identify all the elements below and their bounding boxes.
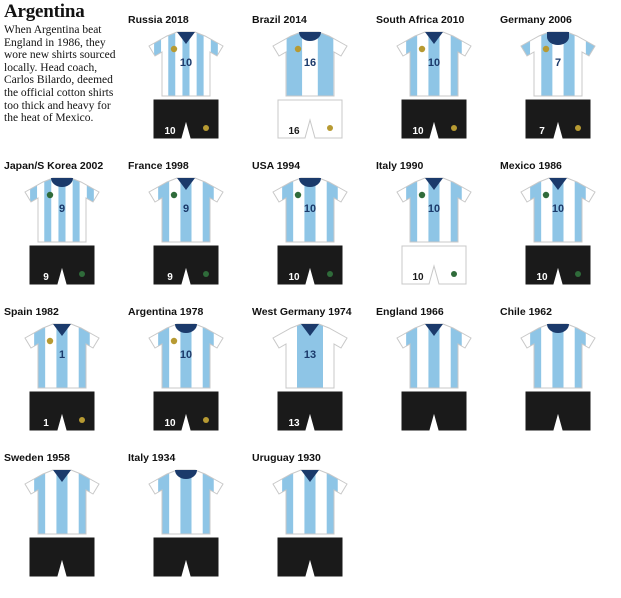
kit-title: Russia 2018	[128, 14, 189, 26]
kit-cell-chile-1962	[496, 306, 620, 452]
svg-text:7: 7	[554, 57, 562, 69]
kit-cell-sweden-1958	[0, 452, 124, 598]
kit-cell-brazil-2014	[248, 14, 372, 160]
kit-title: Germany 2006	[500, 14, 572, 26]
svg-text:10: 10	[536, 272, 548, 283]
kit-illustration	[0, 320, 124, 448]
svg-text:13: 13	[303, 349, 317, 361]
shorts-icon	[30, 246, 94, 286]
svg-text:1: 1	[43, 418, 49, 429]
svg-text:10: 10	[412, 126, 424, 137]
kit-title: Japan/S Korea 2002	[4, 160, 104, 172]
kit-cell-japan-skorea-2002	[0, 160, 124, 306]
shorts-icon	[154, 246, 218, 286]
svg-text:10: 10	[551, 203, 565, 215]
shirt-icon	[271, 324, 349, 388]
svg-text:16: 16	[288, 126, 300, 137]
kit-title: Mexico 1986	[500, 160, 562, 172]
kit-title: Sweden 1958	[4, 452, 70, 464]
shirt-icon	[395, 178, 473, 242]
kit-cell-uruguay-1930	[248, 452, 372, 598]
kit-illustration	[248, 466, 372, 594]
kit-cell-russia-2018	[124, 14, 248, 160]
shirt-icon	[23, 324, 101, 388]
kit-cell-west-germany-1974	[248, 306, 372, 452]
kit-illustration	[124, 174, 248, 302]
svg-text:9: 9	[43, 272, 49, 283]
kit-title: Brazil 2014	[252, 14, 307, 26]
kit-illustration	[372, 28, 496, 156]
svg-text:10: 10	[164, 418, 176, 429]
shorts-icon	[278, 100, 342, 140]
kit-cell-argentina-1978	[124, 306, 248, 452]
shirt-icon	[147, 32, 225, 96]
shorts-icon	[278, 392, 342, 432]
kit-cell-italy-1990	[372, 160, 496, 306]
shirt-icon	[271, 178, 349, 242]
svg-text:7: 7	[539, 126, 545, 137]
svg-text:16: 16	[303, 57, 317, 69]
shorts-icon	[526, 392, 590, 432]
shirt-icon	[147, 324, 225, 388]
shorts-icon	[402, 392, 466, 432]
kit-title: Italy 1934	[128, 452, 176, 464]
kit-cell-france-1998	[124, 160, 248, 306]
shorts-icon	[30, 538, 94, 578]
shorts-icon	[154, 100, 218, 140]
kit-cell-germany-2006	[496, 14, 620, 160]
kit-illustration	[496, 320, 620, 448]
kit-cell-mexico-1986	[496, 160, 620, 306]
kit-title: USA 1994	[252, 160, 301, 172]
svg-text:10: 10	[427, 203, 441, 215]
page-title: Argentina	[4, 1, 85, 22]
shorts-icon	[526, 100, 590, 140]
shirt-icon	[395, 324, 473, 388]
kit-illustration	[496, 174, 620, 302]
kit-title: Argentina 1978	[128, 306, 204, 318]
shirt-icon	[519, 178, 597, 242]
shorts-icon	[30, 392, 94, 432]
shirt-icon	[147, 178, 225, 242]
kit-illustration	[124, 466, 248, 594]
kit-cell-spain-1982	[0, 306, 124, 452]
kit-title: England 1966	[376, 306, 444, 318]
shorts-icon	[278, 538, 342, 578]
kit-illustration	[124, 28, 248, 156]
kit-illustration	[248, 28, 372, 156]
shorts-icon	[154, 392, 218, 432]
shorts-icon	[278, 246, 342, 286]
kit-cell-england-1966	[372, 306, 496, 452]
shirt-icon	[271, 32, 349, 96]
svg-text:10: 10	[179, 349, 193, 361]
shorts-icon	[154, 538, 218, 578]
shirt-icon	[395, 32, 473, 96]
svg-text:10: 10	[427, 57, 441, 69]
shirt-icon	[271, 470, 349, 534]
kit-illustration	[124, 320, 248, 448]
svg-text:13: 13	[288, 418, 300, 429]
shorts-icon	[402, 246, 466, 286]
svg-text:9: 9	[182, 203, 190, 215]
kit-cell-italy-1934	[124, 452, 248, 598]
kit-title: West Germany 1974	[252, 306, 352, 318]
svg-text:9: 9	[167, 272, 173, 283]
kit-title: Uruguay 1930	[252, 452, 321, 464]
kit-title: France 1998	[128, 160, 189, 172]
svg-text:10: 10	[303, 203, 317, 215]
svg-text:10: 10	[179, 57, 193, 69]
shirt-icon	[519, 32, 597, 96]
kit-illustration	[0, 174, 124, 302]
shirt-icon	[519, 324, 597, 388]
kit-illustration	[248, 320, 372, 448]
svg-text:9: 9	[58, 203, 66, 215]
kit-illustration	[0, 466, 124, 594]
shirt-icon	[23, 470, 101, 534]
kit-title: Italy 1990	[376, 160, 424, 172]
svg-text:10: 10	[164, 126, 176, 137]
svg-text:10: 10	[288, 272, 300, 283]
shirt-icon	[147, 470, 225, 534]
kit-title: Chile 1962	[500, 306, 552, 318]
shorts-icon	[402, 100, 466, 140]
kit-cell-south-africa-2010	[372, 14, 496, 160]
intro-text: When Argentina beat England in 1986, they wore new shirts sourced locally. Head coach, Carlos Bilardo, deemed the official cotton shirts too thick and heavy for the heat of Mexico.	[4, 24, 116, 125]
kit-title: Spain 1982	[4, 306, 59, 318]
svg-text:1: 1	[58, 349, 66, 361]
shorts-icon	[526, 246, 590, 286]
kit-cell-usa-1994	[248, 160, 372, 306]
svg-text:10: 10	[412, 272, 424, 283]
shirt-icon	[23, 178, 101, 242]
kit-illustration	[496, 28, 620, 156]
kit-title: South Africa 2010	[376, 14, 465, 26]
kit-illustration	[372, 174, 496, 302]
kit-illustration	[372, 320, 496, 448]
kit-illustration	[248, 174, 372, 302]
